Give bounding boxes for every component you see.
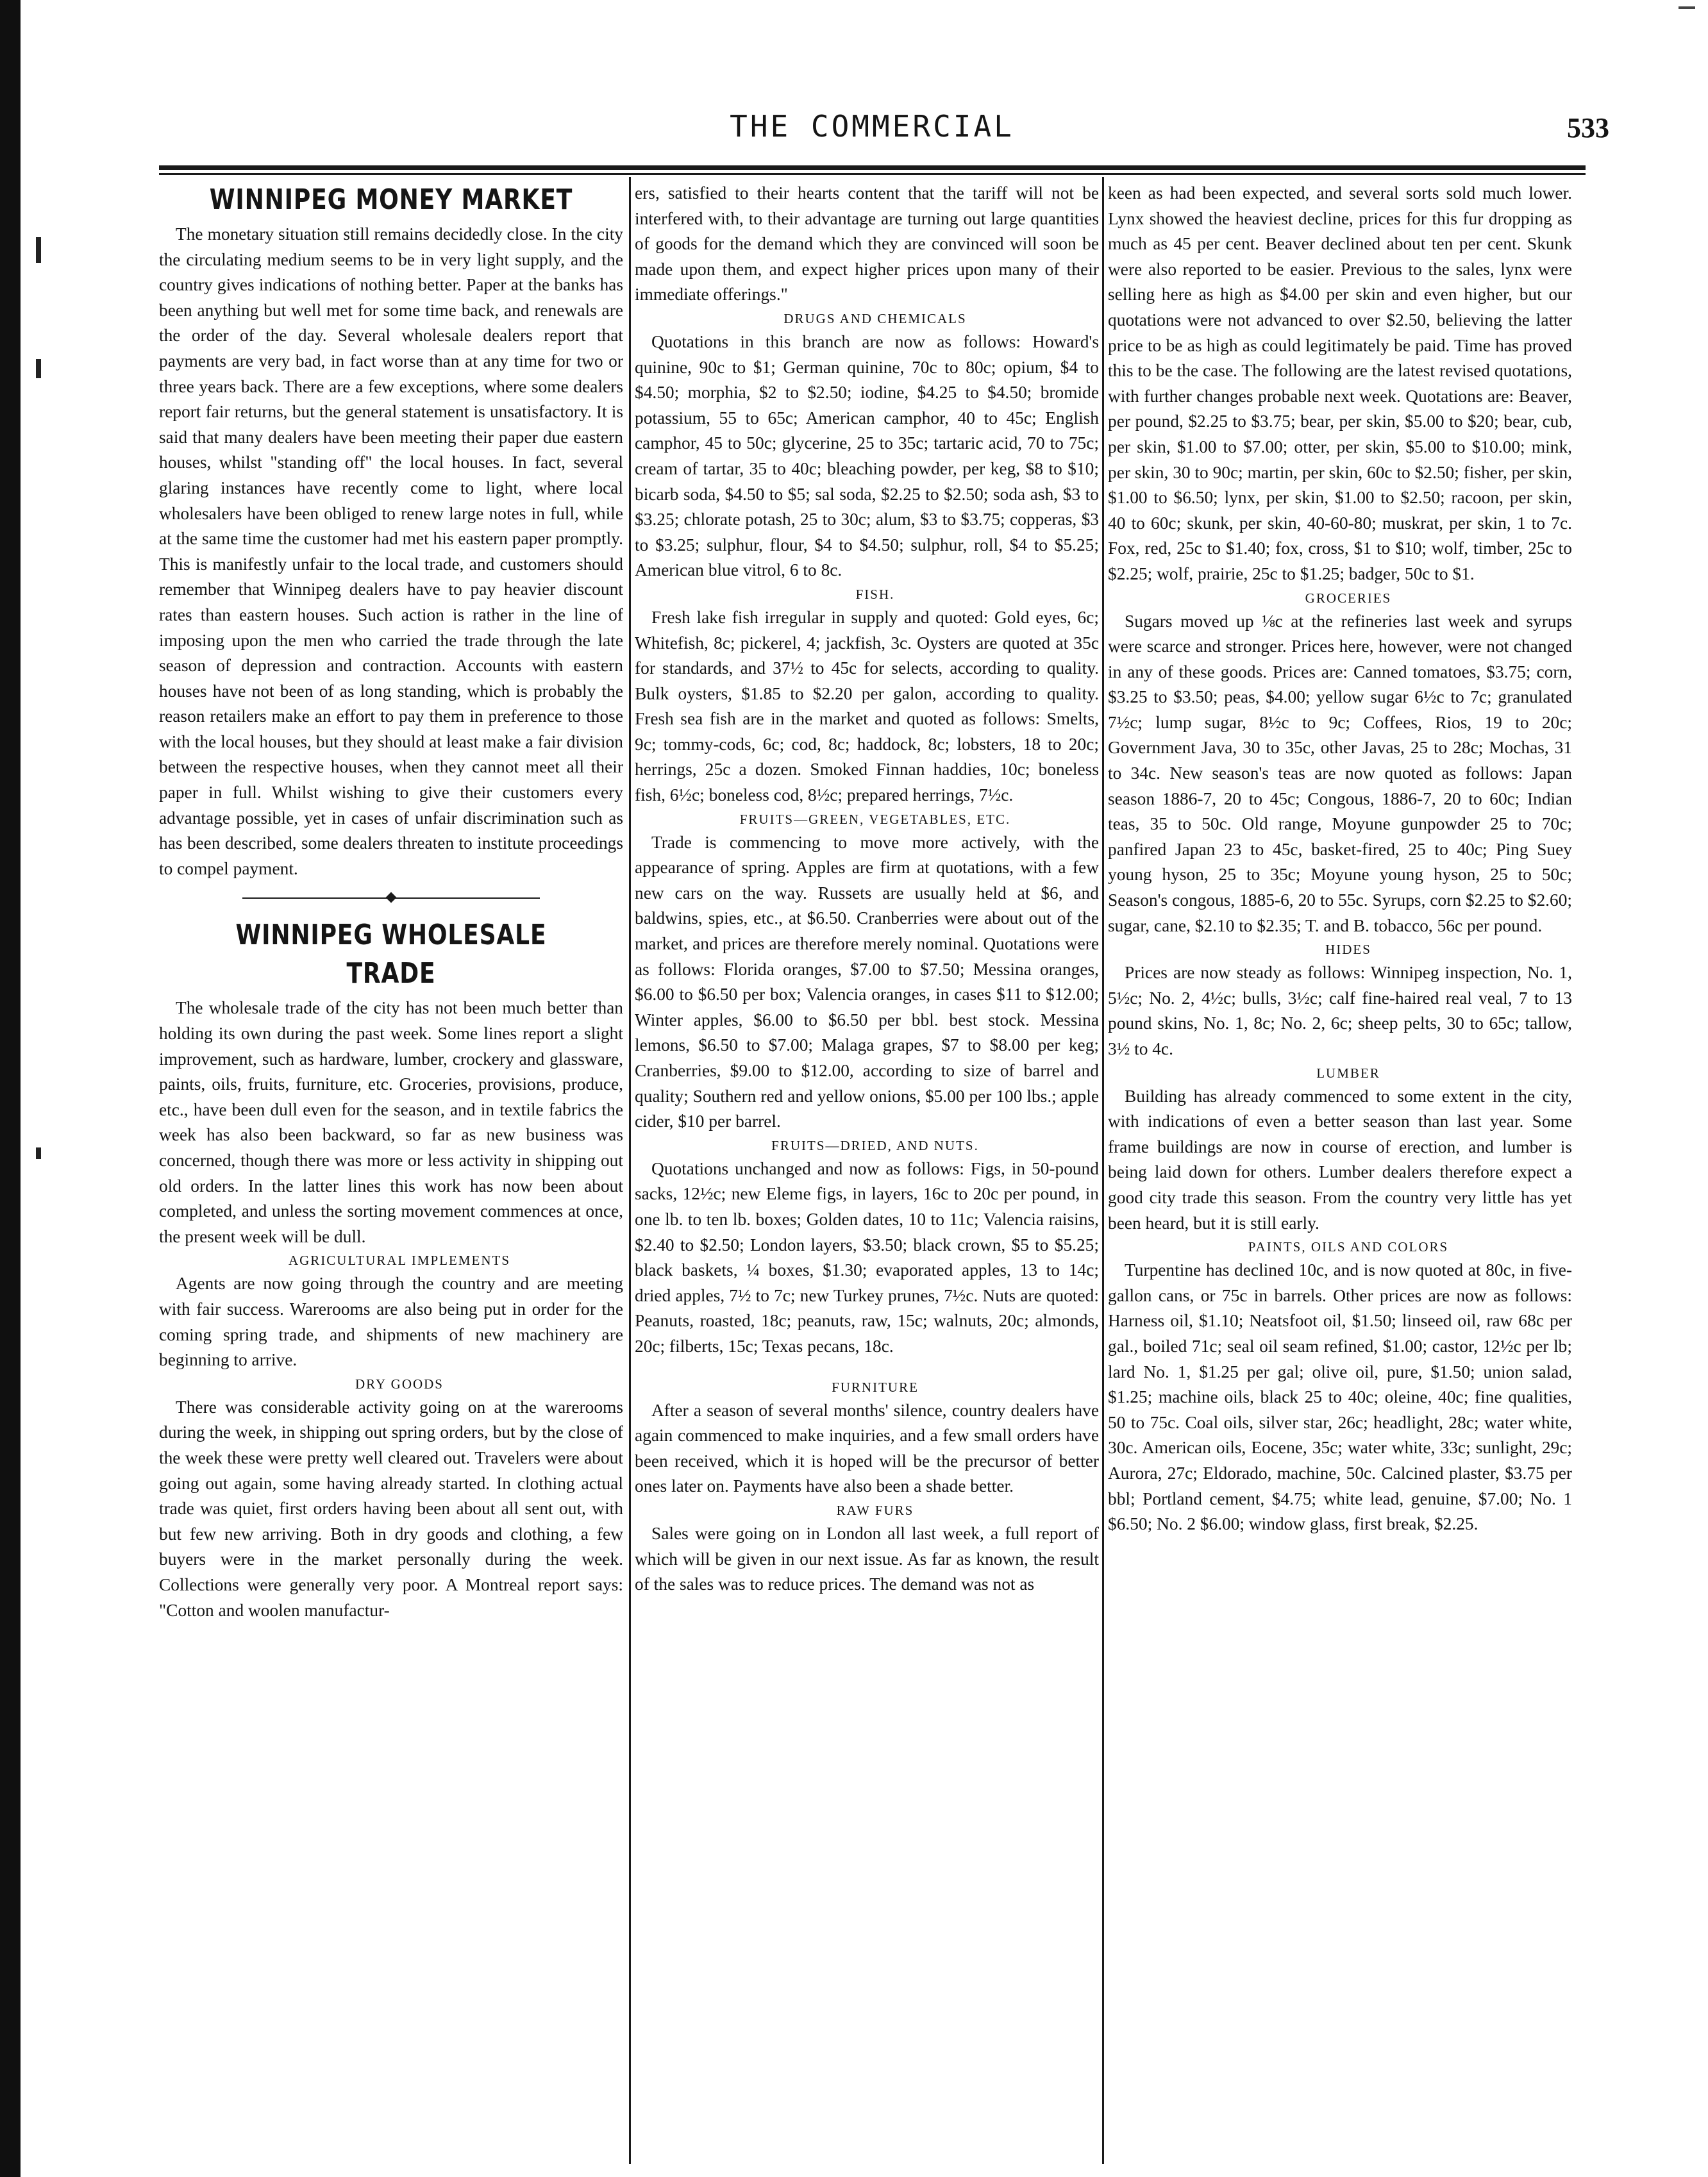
article-headline: WINNIPEG MONEY MARKET xyxy=(209,183,573,216)
section-subhead: HIDES xyxy=(1325,942,1371,958)
section-body: Turpentine has declined 10c, and is now quoted at 80c, in five-gallon cans, or 75c in barrels. Other prices are now as follows: Harness oil, $1.10; Neatsfoot oil, $1.50; linseed oil, raw 68c per gal., boiled 71c; seal oil seam refined, $1.00; castor, 12½c per lb; lard No. 1, $1.25 per gal; olive oil, pure, $1.50; union salad, $1.25; machine oils, black 25 to 40c; oleine, 40c; fine qualities, 50 to 75c. Coal oils, silver star, 26c; headlight, 28c; water white, 30c. American oils, Eocene, 35c; water white, 33c; sunlight, 29c; Aurora, 27c; Eldorado, machine, 50c. Calcined plaster, $3.75 per bbl; Portland cement, $4.75; white lead, genuine, $7.00; No. 1 $6.50; No. 2 $6.00; window glass, first break, $2.25. xyxy=(1108,1260,1572,1534)
section-subhead: PAINTS, OILS AND COLORS xyxy=(1248,1239,1449,1255)
section-body: Building has already commenced to some extent in the city, with indications of even a better season than last year. Some frame buildings are now in course of erection, and lumber is being laid down for others. Lumber dealers therefore expect a good city trade this season. From the country very little has yet been heard, but it is still early. xyxy=(1108,1086,1572,1233)
scan-speck xyxy=(36,1147,41,1159)
scan-speck xyxy=(36,359,41,378)
section-body: Agents are now going through the country and are meeting with fair success. Warerooms are also being put in order for the coming spring trade, and shipments of new machinery are beginning to arrive. xyxy=(159,1274,623,1370)
section-subhead: DRUGS AND CHEMICALS xyxy=(783,310,967,326)
column-rule xyxy=(629,177,631,2164)
masthead: THE COMMERCIAL xyxy=(730,109,1014,144)
section-body: Sales were going on in London all last week, a full report of which will be given in our next issue. As far as known, the result of the sales was to reduce prices. The demand was not as xyxy=(635,1523,1099,1594)
section-body: There was considerable activity going on at the warerooms during the week, in shipping out spring orders, but by the close of the week these were pretty well cleared out. Travelers were about going out again, some having already started. In clothing actual trade was quiet, first orders having been about all sent out, with but few new arriving. Both in dry goods and clothing, a few buyers were in the market personally during the week. Collections were generally very poor. A Montreal report says: "Cotton and woolen manufactur- xyxy=(159,1397,623,1620)
section-subhead: AGRICULTURAL IMPLEMENTS xyxy=(288,1253,511,1269)
continued-text: ers, satisfied to their hearts content that the tariff will not be interfered with, to their advantage are turning out large quantities of goods for the demand which they are convinced will soon be made upon them, and expect higher prices upon many of their immediate offerings." xyxy=(635,183,1099,304)
column-right xyxy=(1108,181,1572,2162)
section-subhead: FISH. xyxy=(855,586,895,602)
scan-edge-bar xyxy=(0,0,21,2177)
section-subhead: GROCERIES xyxy=(1305,590,1392,606)
continued-text: keen as had been expected, and several sorts sold much lower. Lynx showed the heaviest decline, prices for this fur dropping as much as 45 per cent. Beaver declined about ten per cent. Skunk were also reported to be easier. Previous to the sales, lynx were selling here as high as $4.00 per skin and even higher, but our quotations were not advanced to over $2.50, believing the latter price to be as high as could legitimately be paid. Time has proved this to be the case. The following are the latest revised quotations, with further changes probable next week. Quotations are: Beaver, per pound, $2.25 to $3.75; bear, per skin, $5.00 to $20; bear, cub, per skin, $1.00 to $7.00; otter, per skin, $5.00 to $10.00; mink, per skin, 30 to 90c; martin, per skin, 60c to $2.50; fisher, per skin, $1.00 to $6.50; lynx, per skin, $1.00 to $2.50; racoon, per skin, 40 to 60c; skunk, per skin, 40-60-80; muskrat, per skin, 1 to 7c. Fox, red, 25c to $1.40; fox, cross, $1 to $10; wolf, timber, 25c to $2.25; wolf, prairie, 25c to $1.25; badger, 50c to $1. xyxy=(1108,183,1572,583)
section-subhead: FRUITS—GREEN, VEGETABLES, ETC. xyxy=(739,811,1011,827)
section-body: Prices are now steady as follows: Winnipeg inspection, No. 1, 5½c; No. 2, 4½c; bulls, 3½c; calf fine-haired real veal, 7 to 13 pound skins, No. 1, 8c; No. 2, 6c; sheep pelts, 30 to 65c; tallow, 3½ to 4c. xyxy=(1108,963,1572,1058)
article-body: The monetary situation still remains decidedly close. In the city the circulating medium seems to be in very light supply, and the country gives indications of nothing better. Paper at the banks has been anything but well met for some time back, and renewals are the order of the day. Several wholesale dealers report that payments are very bad, in fact worse than at any time for two or three years back. There are a few exceptions, where some dealers report fair returns, but the general statement is unsatisfactory. It is said that many dealers have been meeting their paper due eastern houses, whilst "standing off" the local houses. In fact, several glaring instances have recently come to light, where local wholesalers have been obliged to renew large notes in full, while at the same time the customer had met his eastern paper promptly. This is manifestly unfair to the local trade, and customers should remember that Winnipeg dealers have to pay heavier discount rates than eastern houses. Such action is rather in the line of imposing upon the men who carried the trade through the late season of depression and contraction. Accounts with eastern houses have not been of as long standing, which is probably the reason retailers make an effort to pay them in preference to those with the local houses, but they should at least make a fair division between the respective houses, when they cannot meet all their paper in full. Whilst wishing to give their customers every advantage possible, yet in cases of unfair discrimination such as has been described, some dealers threaten to institute proceedings to compel payment. xyxy=(159,224,623,878)
section-body: After a season of several months' silence, country dealers have again commenced to make inquiries, and a few small orders have been received, which it is hoped will be the precursor of better ones later on. Payments have also been a shade better. xyxy=(635,1400,1099,1496)
header-rule xyxy=(159,165,1586,170)
header-rule-thin xyxy=(159,173,1586,175)
column-left xyxy=(159,181,623,2162)
section-subhead: FURNITURE xyxy=(832,1379,919,1395)
scan-speck xyxy=(36,237,41,263)
section-body: Sugars moved up ⅛c at the refineries last week and syrups were scarce and stronger. Prices here, however, were not changed in any of these goods. Prices are: Canned tomatoes, $3.75; corn, $3.25 to $3.50; peas, $4.00; yellow sugar 6½c to 7c; granulated 7½c; lump sugar, 8½c to 9c; Coffees, Rios, 19 to 20c; Government Java, 30 to 35c, other Javas, 25 to 28c; Mochas, 31 to 34c. New season's teas are now quoted as follows: Japan season 1886-7, 20 to 45c; Congous, 1886-7, 20 to 60c; Indian teas, 35 to 50c. Old range, Moyune gunpowder 25 to 70c; panfired Japan 23 to 45c, basket-fired, 25 to 40c; Ping Suey young hyson, 25 to 35c; Moyune young hyson, 25 to 50c; Season's congous, 1885-6, 20 to 55c. Syrups, corn $2.25 to $2.60; sugar, cane, $2.10 to $2.35; T. and B. tobacco, 56c per pound. xyxy=(1108,611,1572,935)
section-body: Quotations unchanged and now as follows: Figs, in 50-pound sacks, 12½c; new Eleme figs, in layers, 16c to 20c per pound, in one lb. to ten lb. boxes; Golden dates, 10 to 11c; Valencia raisins, $2.40 to $2.50; London layers, $3.50; black crown, $5 to $5.25; black baskets, ¼ boxes, $1.30; evaporated apples, 13 to 14c; dried apples, 7½ to 7c; new Turkey prunes, 7½c. Nuts are quoted: Peanuts, roasted, 18c; peanuts, raw, 15c; walnuts, 20c; almonds, 20c; filberts, 15c; Texas pecans, 18c. xyxy=(635,1158,1099,1356)
section-subhead: LUMBER xyxy=(1316,1065,1380,1081)
section-body: Trade is commencing to move more actively, with the appearance of spring. Apples are firm at quotations, with a few new cars on the way. Russets are usually held at $6, and baldwins, spies, etc., at $6.50. Cranberries were about out of the market, and prices are therefore merely nominal. Quotations were as follows: Florida oranges, $7.00 to $7.50; Messina oranges, $6.00 to $6.50 per box; Valencia oranges, in cases $11 to $12.00; Winter apples, $6.00 to $6.50 per bbl. best stock. Messina lemons, $6.50 to $7.00; Malaga grapes, $7 to $8.00 per keg; Cranberries, $9.00 to $12.00, according to size of barrel and quality; Southern red and yellow onions, $5.00 per 100 lbs.; apple cider, $10 per barrel. xyxy=(635,832,1099,1131)
scan-mark xyxy=(1679,6,1695,9)
column-rule xyxy=(1102,177,1104,2164)
section-body: Fresh lake fish irregular in supply and quoted: Gold eyes, 6c; Whitefish, 8c; pickerel, 4; jackfish, 3c. Oysters are quoted at 35c for standards, and 37½ to 45c for selects, according to quality. Bulk oysters, $1.85 to $2.20 per galon, according to quality. Fresh sea fish are in the market and quoted as follows: Smelts, 9c; tommy-cods, 6c; cod, 8c; haddock, 8c; lobsters, 18 to 20c; herrings, 25c a dozen. Smoked Finnan haddies, 10c; boneless fish, 6½c; boneless cod, 8½c; prepared herrings, 7½c. xyxy=(635,607,1099,805)
section-body: Quotations in this branch are now as follows: Howard's quinine, 90c to $1; German quinine, 70c to 80c; opium, $4 to $4.50; morphia, $2 to $2.50; iodine, $4.25 to $4.50; bromide potassium, 55 to 65c; American camphor, 40 to 45c; English camphor, 45 to 50c; glycerine, 25 to 35c; tartaric acid, 70 to 75c; cream of tartar, 35 to 40c; bleaching powder, per keg, $8 to $10; bicarb soda, $4.50 to $5; sal soda, $2.25 to $2.50; soda ash, $3 to $3.25; chlorate potash, 25 to 30c; alum, $3 to $3.75; copperas, $3 to $3.25; sulphur, flour, $4 to $4.50; sulphur, roll, $4 to $5.25; American blue vitrol, 6 to 8c. xyxy=(635,331,1099,580)
page-number: 533 xyxy=(1567,112,1609,144)
article-headline: WINNIPEG WHOLESALE TRADE xyxy=(235,919,547,990)
section-subhead: DRY GOODS xyxy=(355,1376,444,1392)
page-header xyxy=(135,109,1609,154)
column-middle xyxy=(635,181,1099,2162)
article-body: The wholesale trade of the city has not been much better than holding its own during the past week. Some lines report a slight improvement, such as hardware, lumber, crockery and glassware, paints, oils, fruits, furniture, etc. Groceries, provisions, produce, etc., have been dull even for the season, and in textile fabrics the week has also been backward, so far as new business was concerned, though there was more or less activity in shipping out old orders. In the latter lines this work has now been about completed, and unless the sorting movement commences at once, the present week will be dull. xyxy=(159,998,623,1246)
section-subhead: FRUITS—DRIED, AND NUTS. xyxy=(771,1137,979,1153)
section-subhead: RAW FURS xyxy=(836,1502,914,1518)
section-divider xyxy=(159,885,623,911)
